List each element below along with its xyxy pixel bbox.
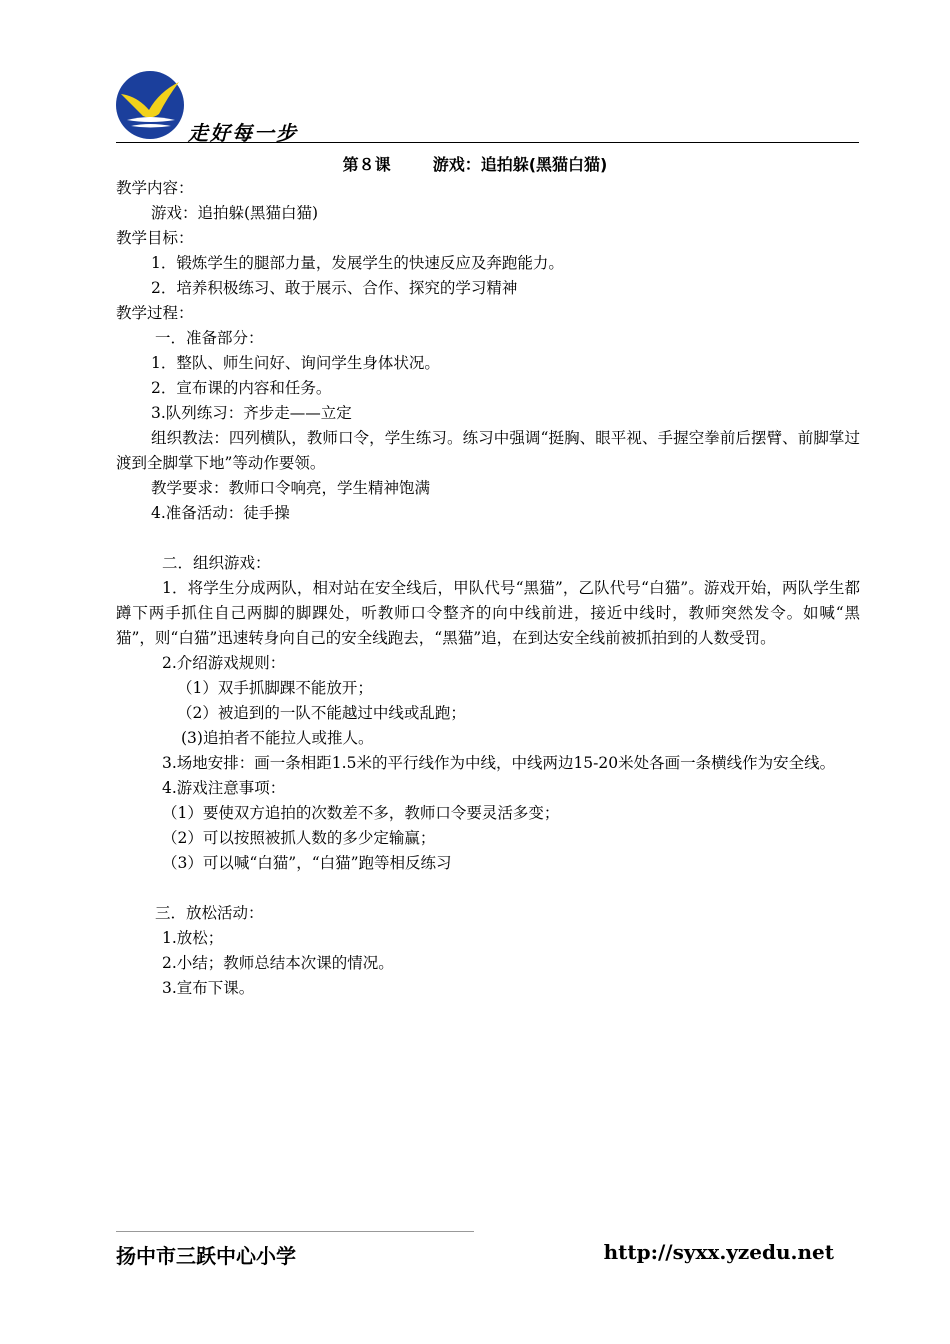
rule-item: （2）被追到的一队不能越过中线或乱跑； (177, 704, 466, 722)
swallow-logo-icon (115, 70, 185, 140)
rule-item: （1）双手抓脚踝不能放开； (177, 679, 373, 697)
list-item: 1.放松； (162, 929, 224, 947)
slogan: 走好每一步 (188, 121, 298, 145)
note-item: （1）要使双方追拍的次数差不多，教师口令要灵活多变； (162, 804, 560, 822)
note-item: （3）可以喊“白猫”，“白猫”跑等相反练习 (162, 854, 452, 872)
list-item: 3.宣布下课。 (162, 979, 255, 997)
list-item: 4.准备活动：徒手操 (151, 504, 290, 522)
paragraph: 组织教法：四列横队，教师口令，学生练习。练习中强调“挺胸、眼平视、手握空拳前后摆臂、前脚掌过渡到全脚掌下地”等动作要领。 (116, 429, 860, 472)
header-divider (116, 142, 859, 143)
section-heading: 教学过程： (116, 304, 194, 322)
document-body (116, 176, 860, 1001)
lesson-number: 第８课 (342, 155, 391, 174)
rule-item: (3)追拍者不能拉人或推人。 (181, 729, 374, 747)
subsection-heading: 一．准备部分： (155, 329, 264, 347)
school-url: http://syxx.yzedu.net (603, 1240, 834, 1264)
paragraph: 3.场地安排：画一条相距1.5米的平行线作为中线，中线两边15-20米处各画一条横线作为安全线。 (162, 754, 836, 772)
list-item: 2．宣布课的内容和任务。 (151, 379, 332, 397)
paragraph: 教学要求：教师口令响亮，学生精神饱满 (151, 479, 431, 497)
list-item: 1．整队、师生问好、询问学生身体状况。 (151, 354, 440, 372)
school-name: 扬中市三跃中心小学 (116, 1244, 296, 1268)
paragraph: 1．将学生分成两队，相对站在安全线后，甲队代号“黑猫”，乙队代号“白猫”。游戏开始，两队学生都蹲下两手抓住自己两脚的脚踝处，听教师口令整齐的向中线前进，接近中线时，教师突然发令。如喊“黑猫”，则“白猫”迅速转身向自己的安全线跑去，“黑猫”追，在到达安全线前被抓拍到的人数受罚。 (116, 579, 860, 647)
subsection-heading: 二．组织游戏： (162, 554, 271, 572)
paragraph: 游戏：追拍躲(黑猫白猫) (151, 204, 319, 222)
list-item: 2.介绍游戏规则： (162, 654, 286, 672)
section-heading: 教学内容： (116, 179, 194, 197)
list-item: 2．培养积极练习、敢于展示、合作、探究的学习精神 (151, 279, 518, 297)
list-item: 2.小结；教师总结本次课的情况。 (162, 954, 394, 972)
lesson-topic: 游戏：追拍躲(黑猫白猫) (432, 155, 608, 174)
page-title (0, 152, 950, 175)
list-item: 4.游戏注意事项： (162, 779, 286, 797)
footer-divider (116, 1231, 474, 1232)
subsection-heading: 三．放松活动： (155, 904, 264, 922)
note-item: （2）可以按照被抓人数的多少定输赢； (162, 829, 436, 847)
list-item: 1．锻炼学生的腿部力量，发展学生的快速反应及奔跑能力。 (151, 254, 564, 272)
list-item: 3.队列练习：齐步走——立定 (151, 404, 352, 422)
section-heading: 教学目标： (116, 229, 194, 247)
